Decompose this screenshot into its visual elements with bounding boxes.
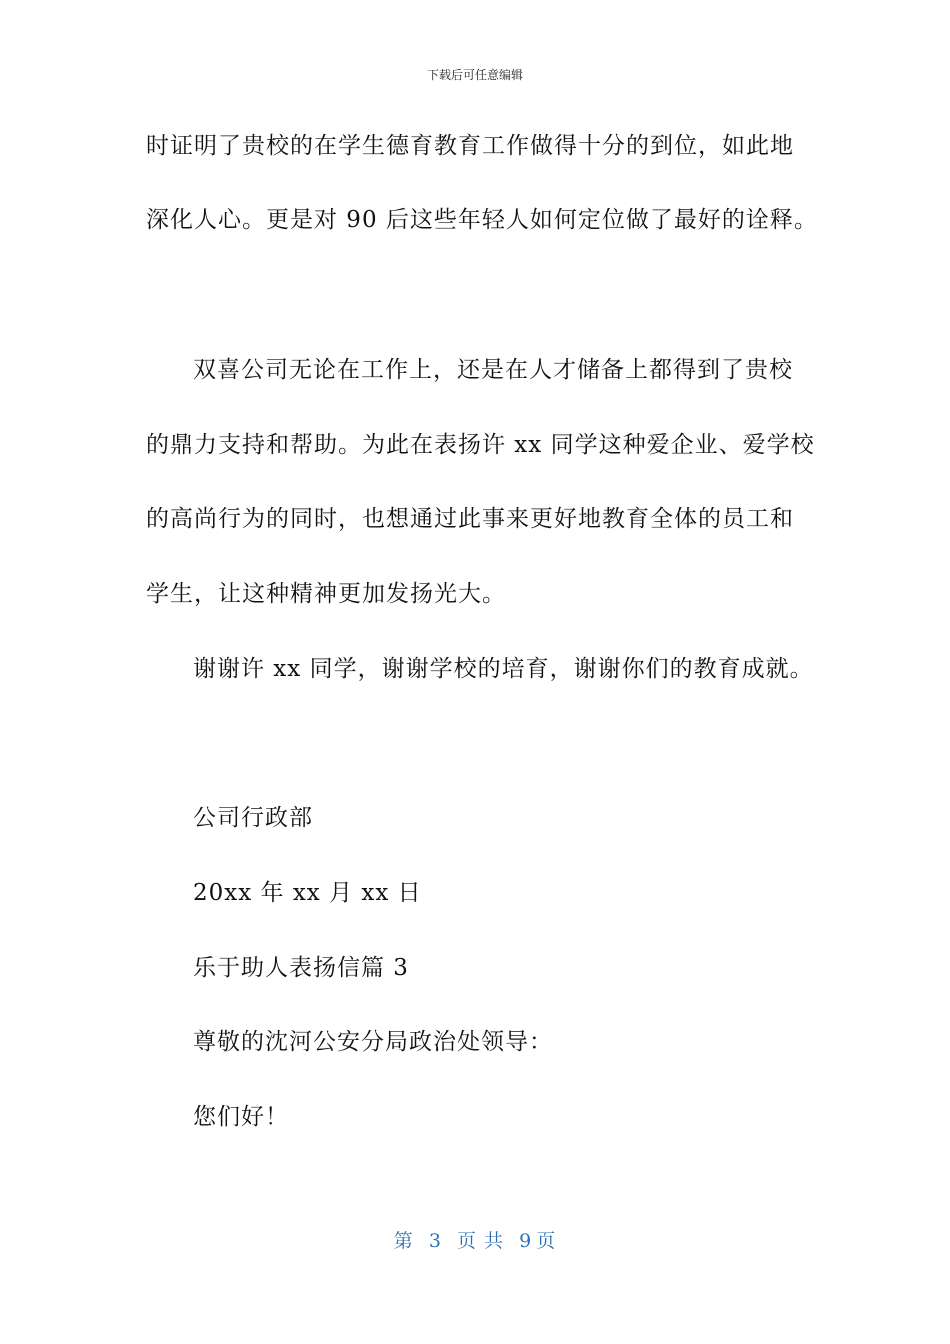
signature-department: 公司行政部 [193,805,313,831]
salutation: 尊敬的沈河公安分局政治处领导： [193,1029,553,1055]
page-header: 下载后可任意编辑 [426,68,523,82]
greeting: 您们好！ [193,1104,289,1130]
paragraph-1-line-1: 时证明了贵校的在学生德育教育工作做得十分的到位，如此地 [146,133,794,159]
page-footer [0,1226,950,1253]
paragraph-2-line-2: 的鼎力支持和帮助。为此在表扬许 xx 同学这种爱企业、爱学校 [146,432,815,458]
footer-suffix: 页 [536,1230,557,1252]
footer-total-pages: 9 [519,1230,533,1252]
footer-current-page: 3 [428,1230,442,1252]
paragraph-2-line-1: 双喜公司无论在工作上，还是在人才储备上都得到了贵校 [193,357,793,383]
footer-mid: 页 共 [457,1230,505,1252]
paragraph-2-line-3: 的高尚行为的同时，也想通过此事来更好地教育全体的员工和 [146,506,794,532]
section-title: 乐于助人表扬信篇 3 [193,955,409,981]
paragraph-3-line-1: 谢谢许 xx 同学，谢谢学校的培育，谢谢你们的教育成就。 [193,656,814,682]
signature-date: 20xx 年 xx 月 xx 日 [193,880,422,906]
paragraph-2-line-4: 学生，让这种精神更加发扬光大。 [146,581,506,607]
footer-prefix: 第 [393,1230,414,1252]
paragraph-1-line-2: 深化人心。更是对 90 后这些年轻人如何定位做了最好的诠释。 [146,207,818,233]
